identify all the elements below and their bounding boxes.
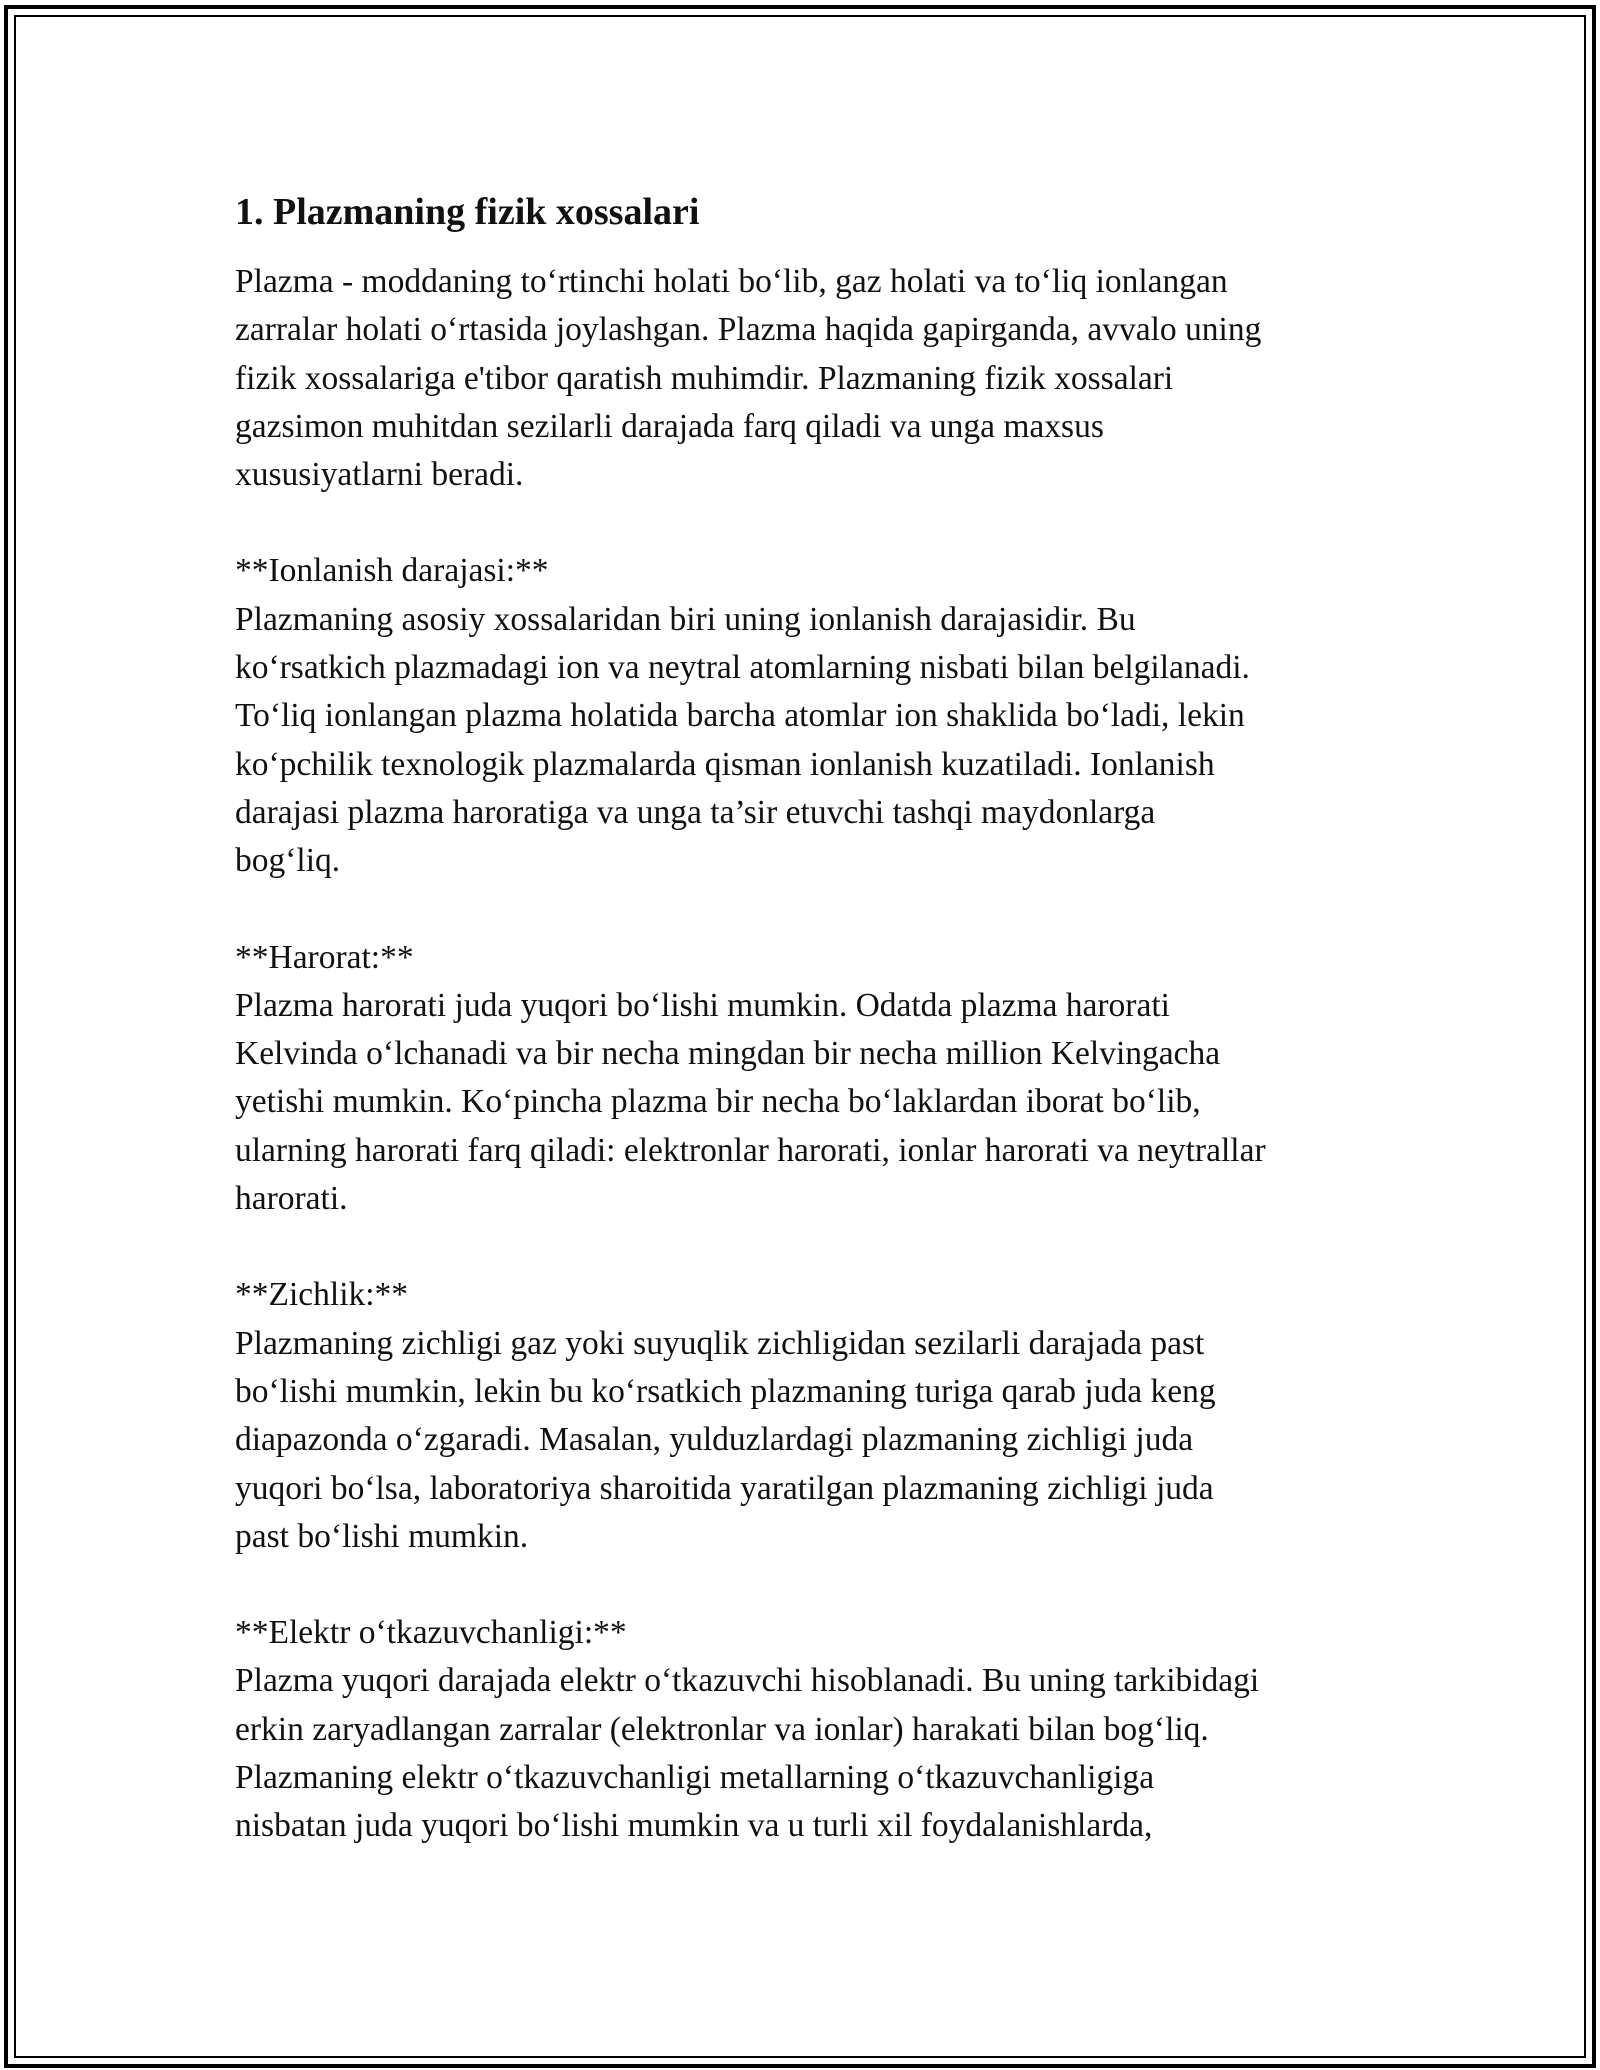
text-line: ko‘pchilik texnologik plazmalarda qisman ionlanish kuzatiladi. Ionlanish bbox=[235, 745, 1215, 783]
paragraph-intro bbox=[235, 258, 1375, 499]
text-line: yuqori bo‘lsa, laboratoriya sharoitida yaratilgan plazmaning zichligi juda bbox=[235, 1469, 1214, 1507]
subheading-line: **Ionlanish darajasi:** bbox=[235, 552, 549, 590]
text-line: zarralar holati o‘rtasida joylashgan. Plazma haqida gapirganda, avvalo uning bbox=[235, 311, 1262, 349]
text-line: nisbatan juda yuqori bo‘lishi mumkin va u turli xil foydalanishlarda, bbox=[235, 1807, 1153, 1845]
text-line: Plazma harorati juda yuqori bo‘lishi mumkin. Odatda plazma harorati bbox=[235, 986, 1170, 1024]
text-line: ko‘rsatkich plazmadagi ion va neytral atomlarning nisbati bilan belgilanadi. bbox=[235, 649, 1250, 687]
document-body bbox=[235, 188, 1375, 1851]
text-line: darajasi plazma haroratiga va unga ta’sir etuvchi tashqi maydonlarga bbox=[235, 793, 1156, 831]
text-line: Plazmaning elektr o‘tkazuvchanligi metallarning o‘tkazuvchanligiga bbox=[235, 1759, 1155, 1797]
text-line: Kelvinda o‘lchanadi va bir necha mingdan bir necha million Kelvingacha bbox=[235, 1035, 1221, 1073]
text-line: bog‘liq. bbox=[235, 842, 341, 880]
text-line: Plazmaning asosiy xossalaridan biri uning ionlanish darajasidir. Bu bbox=[235, 600, 1136, 638]
text-line: fizik xossalariga e'tibor qaratish muhimdir. Plazmaning fizik xossalari bbox=[235, 359, 1174, 397]
text-line: Plazmaning zichligi gaz yoki suyuqlik zichligidan sezilarli darajada past bbox=[235, 1324, 1205, 1362]
text-line: diapazonda o‘zgaradi. Masalan, yulduzlardagi plazmaning zichligi juda bbox=[235, 1421, 1194, 1459]
paragraph-conductivity bbox=[235, 1609, 1375, 1850]
text-line: ularning harorati farq qiladi: elektronlar harorati, ionlar harorati va neytrallar bbox=[235, 1131, 1266, 1169]
text-line: Plazma yuqori darajada elektr o‘tkazuvchi hisoblanadi. Bu uning tarkibidagi bbox=[235, 1662, 1260, 1700]
section-heading: 1. Plazmaning fizik xossalari bbox=[235, 191, 700, 233]
text-line: Plazma - moddaning to‘rtinchi holati bo‘lib, gaz holati va to‘liq ionlangan bbox=[235, 263, 1228, 300]
subheading-line: **Harorat:** bbox=[235, 938, 414, 976]
text-line: yetishi mumkin. Ko‘pincha plazma bir necha bo‘laklardan iborat bo‘lib, bbox=[235, 1083, 1201, 1121]
paragraph-temperature bbox=[235, 934, 1375, 1224]
text-line: erkin zaryadlangan zarralar (elektronlar va ionlar) harakati bilan bog‘liq. bbox=[235, 1710, 1209, 1748]
paragraph-density bbox=[235, 1271, 1375, 1561]
subheading-line: **Elektr o‘tkazuvchanligi:** bbox=[235, 1614, 627, 1652]
subheading-line: **Zichlik:** bbox=[235, 1276, 409, 1314]
text-line: past bo‘lishi mumkin. bbox=[235, 1517, 529, 1555]
text-line: harorati. bbox=[235, 1180, 348, 1218]
text-line: xususiyatlarni beradi. bbox=[235, 456, 524, 494]
text-line: To‘liq ionlangan plazma holatida barcha atomlar ion shaklida bo‘ladi, lekin bbox=[235, 697, 1245, 735]
text-line: gazsimon muhitdan sezilarli darajada farq qiladi va unga maxsus bbox=[235, 407, 1104, 445]
paragraph-ionization bbox=[235, 547, 1375, 885]
text-line: bo‘lishi mumkin, lekin bu ko‘rsatkich plazmaning turiga qarab juda keng bbox=[235, 1372, 1216, 1410]
